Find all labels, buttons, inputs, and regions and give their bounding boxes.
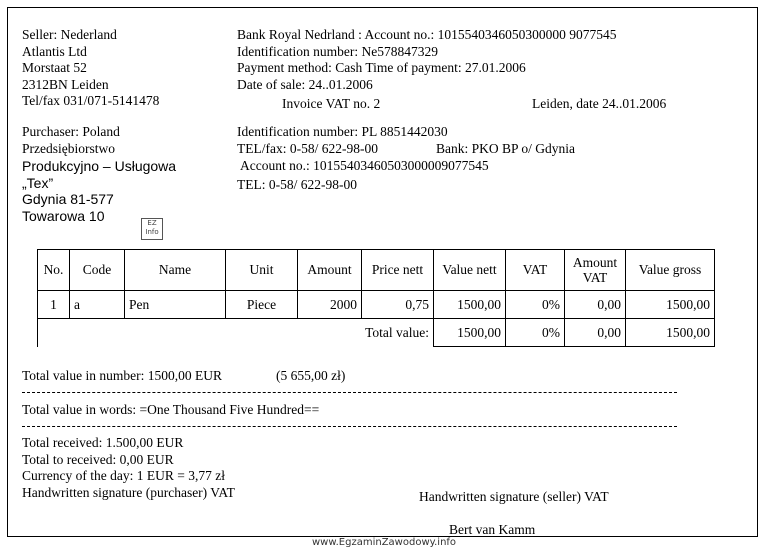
col-header-amount-vat: Amount VAT [565,250,626,291]
col-header-amount: Amount [298,250,362,291]
stamp-logo: EZ Info [141,218,163,240]
date-of-sale: Date of sale: 24..01.2006 [237,76,373,92]
seller-line: Morstaat 52 [22,60,87,75]
purchaser-account: Account no.: 10155403460503000009077545 [240,158,489,173]
invoice-title: Invoice VAT no. 2 [282,96,381,111]
watermark: www.EgzaminZawodowy.info [312,537,457,548]
total-value-pln: (5 655,00 zł) [276,368,346,383]
purchaser-line: Towarowa 10 [22,207,105,224]
purchaser-id-number: Identification number: PL 8851442030 [237,124,448,139]
total-row [38,319,715,347]
purchaser-telfax: TEL/fax: 0-58/ 622-98-00 [237,141,378,156]
cell-no: 1 [38,291,70,319]
seller-signature-name: Bert van Kamm [449,522,536,537]
seller-line: 2312BN Leiden [22,76,109,92]
cell-code: a [70,291,125,319]
cell-amount-vat: 0,00 [565,291,626,319]
total-value-number: Total value in number: 1500,00 EUR [22,368,223,383]
col-header-price-nett: Price nett [362,250,434,291]
seller-bank-account: Bank Royal Nedrland : Account no.: 1015540346050300000 9077545 [237,27,617,42]
seller-line: Seller: Nederland [22,27,117,42]
payment-summary [22,435,235,501]
seller-info-block [237,27,616,93]
total-amount-vat: 0,00 [565,319,626,347]
total-value-gross: 1500,00 [626,319,715,347]
col-header-vat: VAT [506,250,565,291]
purchaser-line: „Tex” [22,174,54,191]
col-header-value-nett: Value nett [434,250,506,291]
seller-block [22,27,159,110]
col-header-code: Code [70,250,125,291]
purchaser-line: Produkcyjno – Usługowa [22,158,177,174]
divider [22,392,677,393]
signature-purchaser-label: Handwritten signature (purchaser) VAT [22,484,235,500]
seller-line: Tel/fax 031/071-5141478 [22,93,160,108]
cell-price-nett: 0,75 [362,291,434,319]
cell-unit: Piece [226,291,298,319]
col-header-value-gross: Value gross [626,250,715,291]
seller-id-number: Identification number: Ne578847329 [237,43,438,59]
total-value-words: Total value in words: =One Thousand Five Hundred== [22,402,320,417]
cell-amount: 2000 [298,291,362,319]
items-table [37,249,715,347]
divider [22,426,677,427]
purchaser-tel: TEL: 0-58/ 622-98-00 [237,177,357,192]
signature-seller-label: Handwritten signature (seller) VAT [419,489,609,504]
purchaser-line: Purchaser: Poland [22,124,120,139]
cell-name: Pen [125,291,226,319]
col-header-name: Name [125,250,226,291]
total-to-receive: Total to received: 0,00 EUR [22,451,174,467]
cell-value-gross: 1500,00 [626,291,715,319]
total-label: Total value: [38,319,434,347]
currency-rate: Currency of the day: 1 EUR = 3,77 zł [22,468,225,483]
total-vat: 0% [506,319,565,347]
col-header-unit: Unit [226,250,298,291]
purchaser-line: Gdynia 81-577 [22,191,114,207]
table-header-row [38,250,715,291]
table-row [38,291,715,319]
col-header-no: No. [38,250,70,291]
purchaser-name-block [22,158,176,224]
seller-line: Atlantis Ltd [22,43,87,59]
payment-method: Payment method: Cash Time of payment: 27.01.2006 [237,60,526,75]
purchaser-bank: Bank: PKO BP o/ Gdynia [436,141,576,156]
cell-vat: 0% [506,291,565,319]
cell-value-nett: 1500,00 [434,291,506,319]
total-value-nett: 1500,00 [434,319,506,347]
place-date: Leiden, date 24..01.2006 [532,96,667,111]
purchaser-line: Przedsiębiorstwo [22,141,115,156]
total-received: Total received: 1.500,00 EUR [22,435,184,450]
